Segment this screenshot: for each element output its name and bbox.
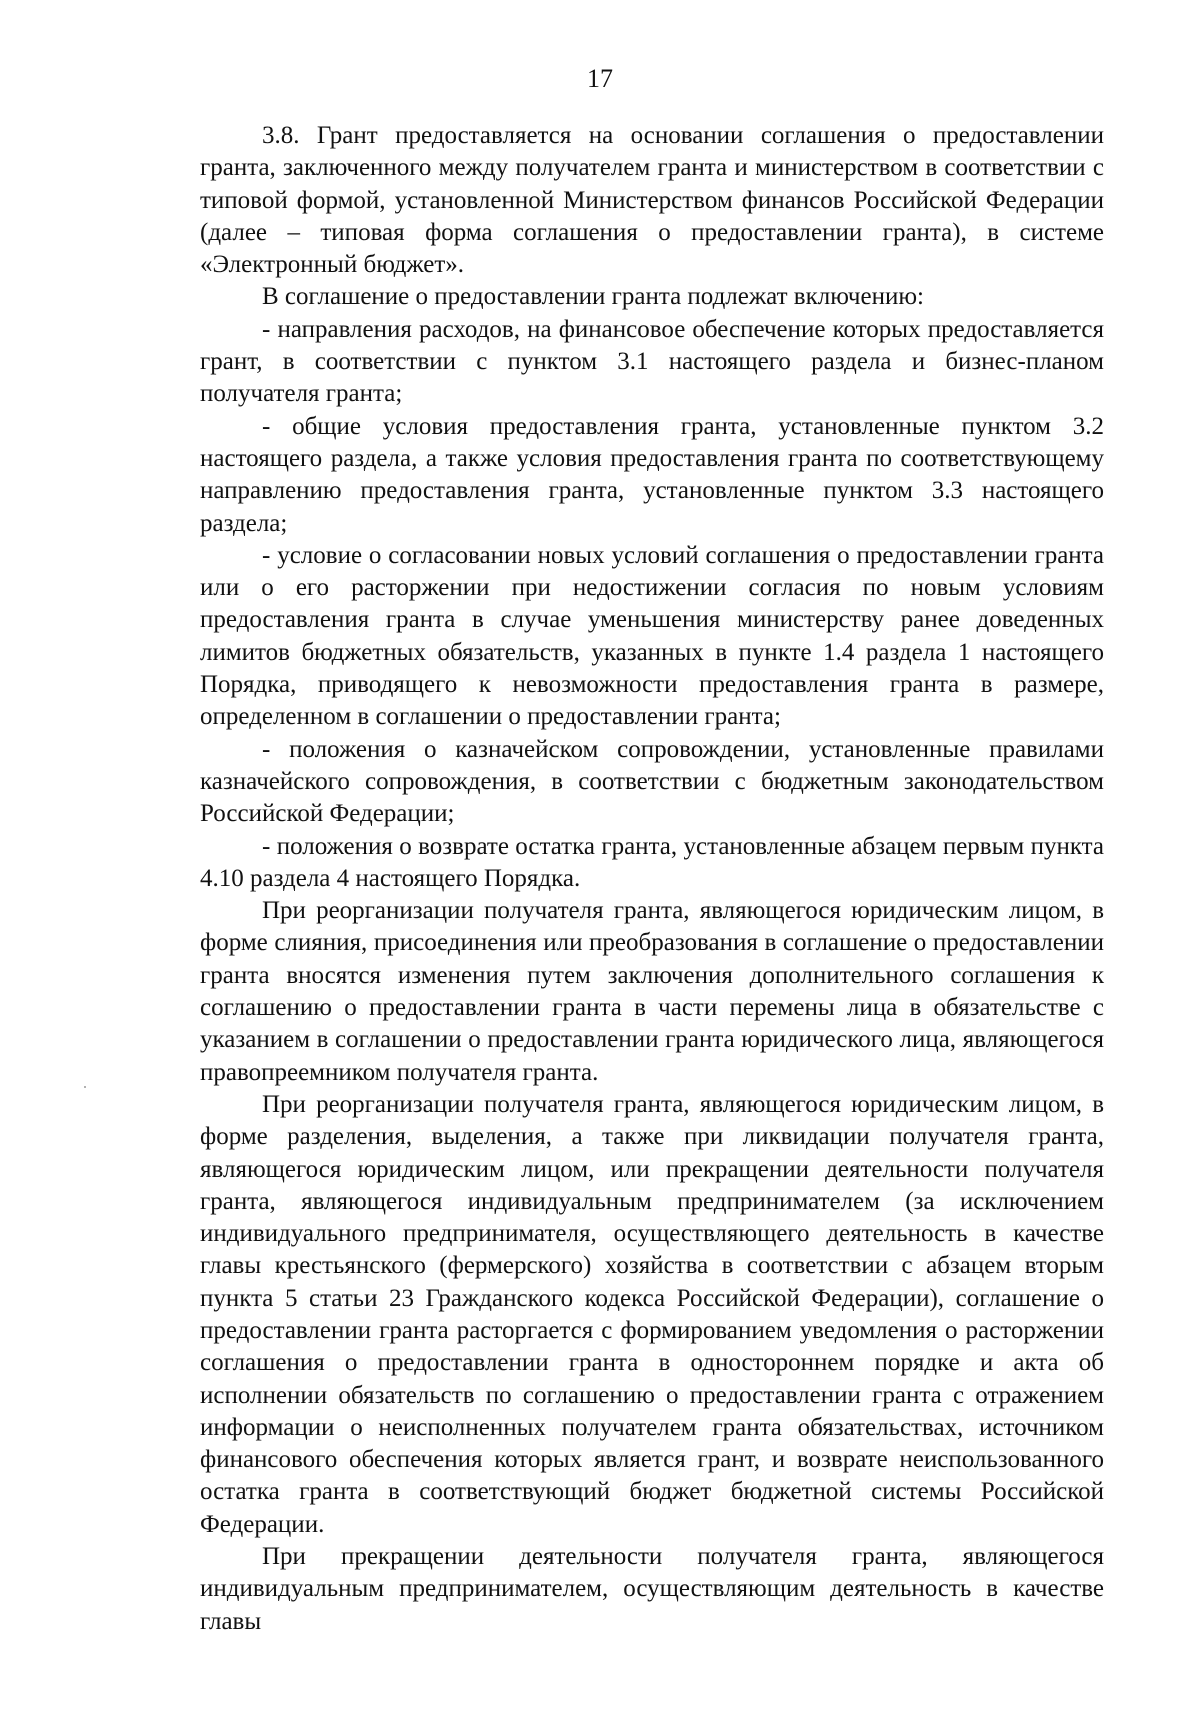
paragraph-reorganization-merger: При реорганизации получателя гранта, являющегося юридическим лицом, в форме слияния, присоединения или преобразования в соглашение о предоставлении гранта вносятся изменения путем заключения дополнительного соглашения к соглашению о предоставлении гранта в части перемены лица в обязательстве с указанием в соглашении о предоставлении гранта юридического лица, являющегося правопреемником получателя гранта. — [200, 897, 1104, 1086]
list-item-treasury-support: - положения о казначейском сопровождении, установленные правилами казначейского сопровождения, в соответствии с бюджетным законодательством Российской Федерации; — [200, 735, 1104, 828]
list-item-grant-remainder-return: - положения о возврате остатка гранта, установленные абзацем первым пункта 4.10 раздела 4 настоящего Порядка. — [200, 832, 1104, 892]
paragraph-reorganization-division: При реорганизации получателя гранта, являющегося юридическим лицом, в форме разделения, выделения, а также при ликвидации получателя гранта, являющегося юридическим лицом, или прекращении деятельности получателя гранта, являющегося индивидуальным предпринимателем (за исключением индивидуального предпринимателя, осуществляющего деятельность в качестве главы крестьянского (фермерского) хозяйства в соответствии с абзацем вторым пункта 5 статьи 23 Гражданского кодекса Российской Федерации), соглашение о предоставлении гранта расторгается с формированием уведомления о расторжении соглашения о предоставлении гранта в одностороннем порядке и акта об исполнении обязательств по соглашению о предоставлении гранта с отражением информации о неисполненных получателем гранта обязательствах, источником финансового обеспечения которых является грант, и возврате неиспользованного остатка гранта в соответствующий бюджет бюджетной системы Российской Федерации. — [200, 1090, 1104, 1538]
list-item-expense-directions: - направления расходов, на финансовое обеспечение которых предоставляется грант, в соответствии с пунктом 3.1 настоящего раздела и бизнес-планом получателя гранта; — [200, 315, 1104, 408]
scan-speck — [84, 1086, 86, 1088]
paragraph-termination-entrepreneur: При прекращении деятельности получателя гранта, являющегося индивидуальным предпринимателем, осуществляющим деятельность в качестве главы — [200, 1543, 1104, 1635]
paragraph-3-8: 3.8. Грант предоставляется на основании соглашения о предоставлении гранта, заключенного между получателем гранта и министерством в соответствии с типовой формой, установленной Министерством финансов Российской Федерации (далее – типовая форма соглашения о предоставлении гранта), в системе «Электронный бюджет». — [200, 122, 1104, 279]
list-item-general-conditions: - общие условия предоставления гранта, установленные пунктом 3.2 настоящего раздела, а также условия предоставления гранта по соответствующему направлению предоставления гранта, установленные пунктом 3.3 настоящего раздела; — [200, 412, 1104, 537]
document-body — [200, 120, 1104, 1638]
list-item-new-conditions-agreement: - условие о согласовании новых условий соглашения о предоставлении гранта или о его расторжении при недостижении согласия по новым условиям предоставления гранта в случае уменьшения министерству ранее доведенных лимитов бюджетных обязательств, указанных в пункте 1.4 раздела 1 настоящего Порядка, приводящего к невозможности предоставления гранта в размере, определенном в соглашении о предоставлении гранта; — [200, 541, 1104, 731]
paragraph-agreement-contents-intro: В соглашение о предоставлении гранта подлежат включению: — [262, 283, 924, 311]
page-number: 17 — [587, 64, 613, 93]
